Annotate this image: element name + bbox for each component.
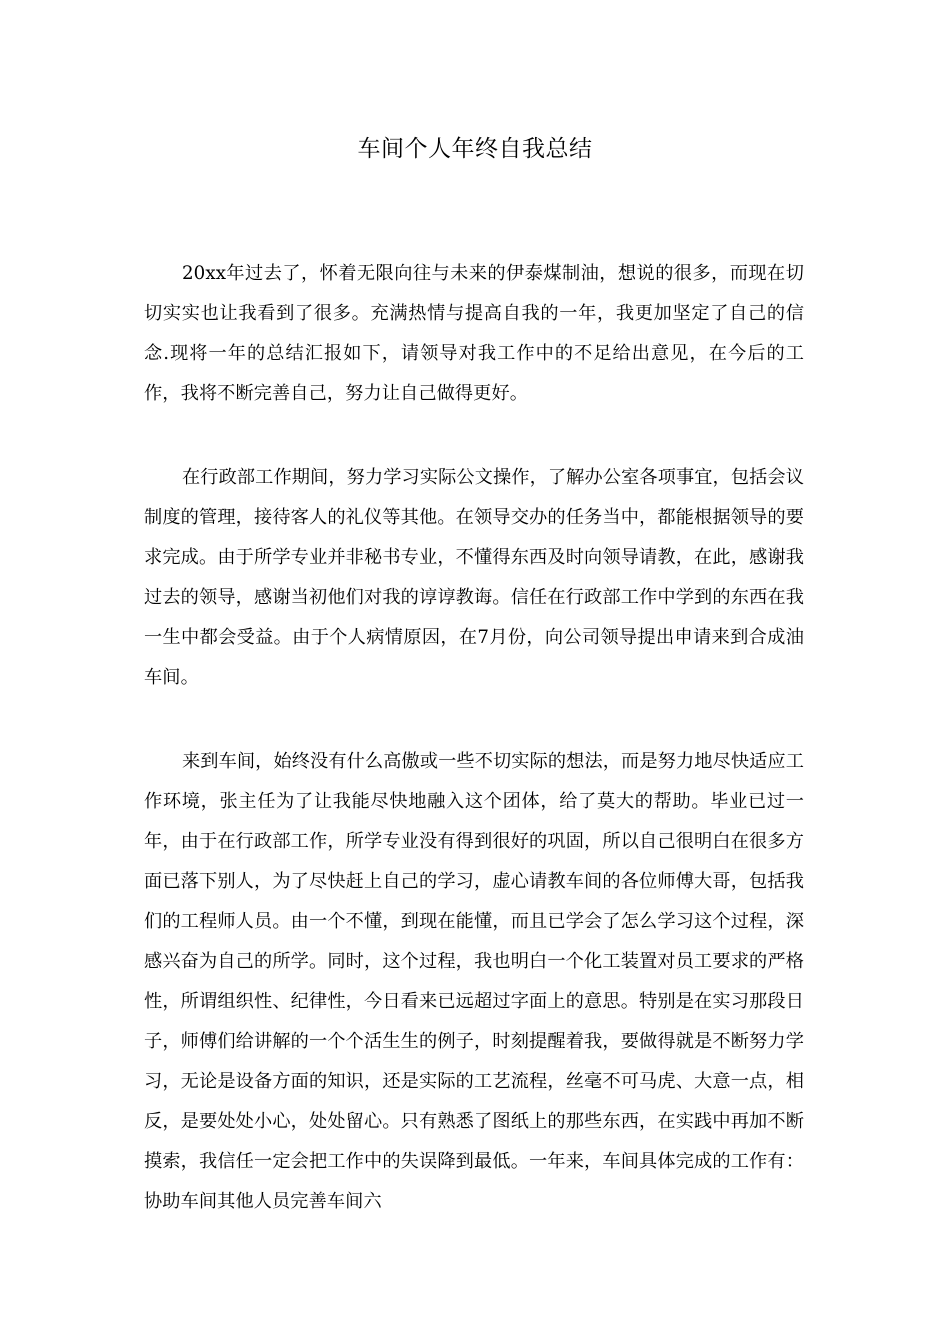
document-body (144, 254, 804, 1266)
document-title: 车间个人年终自我总结 (357, 136, 593, 162)
paragraph-admin-department: 在行政部工作期间，努力学习实际公文操作，了解办公室各项事宜，包括会议制度的管理，接待客人的礼仪等其他。在领导交办的任务当中，都能根据领导的要求完成。由于所学专业并非秘书专业，不懂得东西及时向领导请教，在此，感谢我过去的领导，感谢当初他们对我的谆谆教诲。信任在行政部工作中学到的东西在我一生中都会受益。由于个人病情原因，在7月份，向公司领导提出申请来到合成油车间。 (144, 467, 804, 688)
paragraph-workshop: 来到车间，始终没有什么高傲或一些不切实际的想法，而是努力地尽快适应工作环境，张主任为了让我能尽快地融入这个团体，给了莫大的帮助。毕业已过一年，由于在行政部工作，所学专业没有得到很好的巩固，所以自己很明白在很多方面已落下别人，为了尽快赶上自己的学习，虚心请教车间的各位师傅大哥，包括我们的工程师人员。由一个不懂，到现在能懂，而且已学会了怎么学习这个过程，深感兴奋为自己的所学。同时，这个过程，我也明白一个化工装置对员工要求的严格性，所谓组织性、纪律性，今日看来已远超过字面上的意思。特别是在实习那段日子，师傅们给讲解的一个个活生生的例子，时刻提醒着我，要做得就是不断努力学习，无论是设备方面的知识，还是实际的工艺流程，丝毫不可马虎、大意一点，相反，是要处处小心，处处留心。只有熟悉了图纸上的那些东西，在实践中再加不断摸索，我信任一定会把工作中的失误降到最低。一年来，车间具体完成的工作有：协助车间其他人员完善车间六 (144, 751, 804, 1212)
paragraph-intro: 20xx年过去了，怀着无限向往与未来的伊泰煤制油，想说的很多，而现在切切实实也让我看到了很多。充满热情与提高自我的一年，我更加坚定了自己的信念.现将一年的总结汇报如下，请领导对我工作中的不足给出意见，在今后的工作，我将不断完善自己，努力让自己做得更好。 (144, 263, 804, 404)
